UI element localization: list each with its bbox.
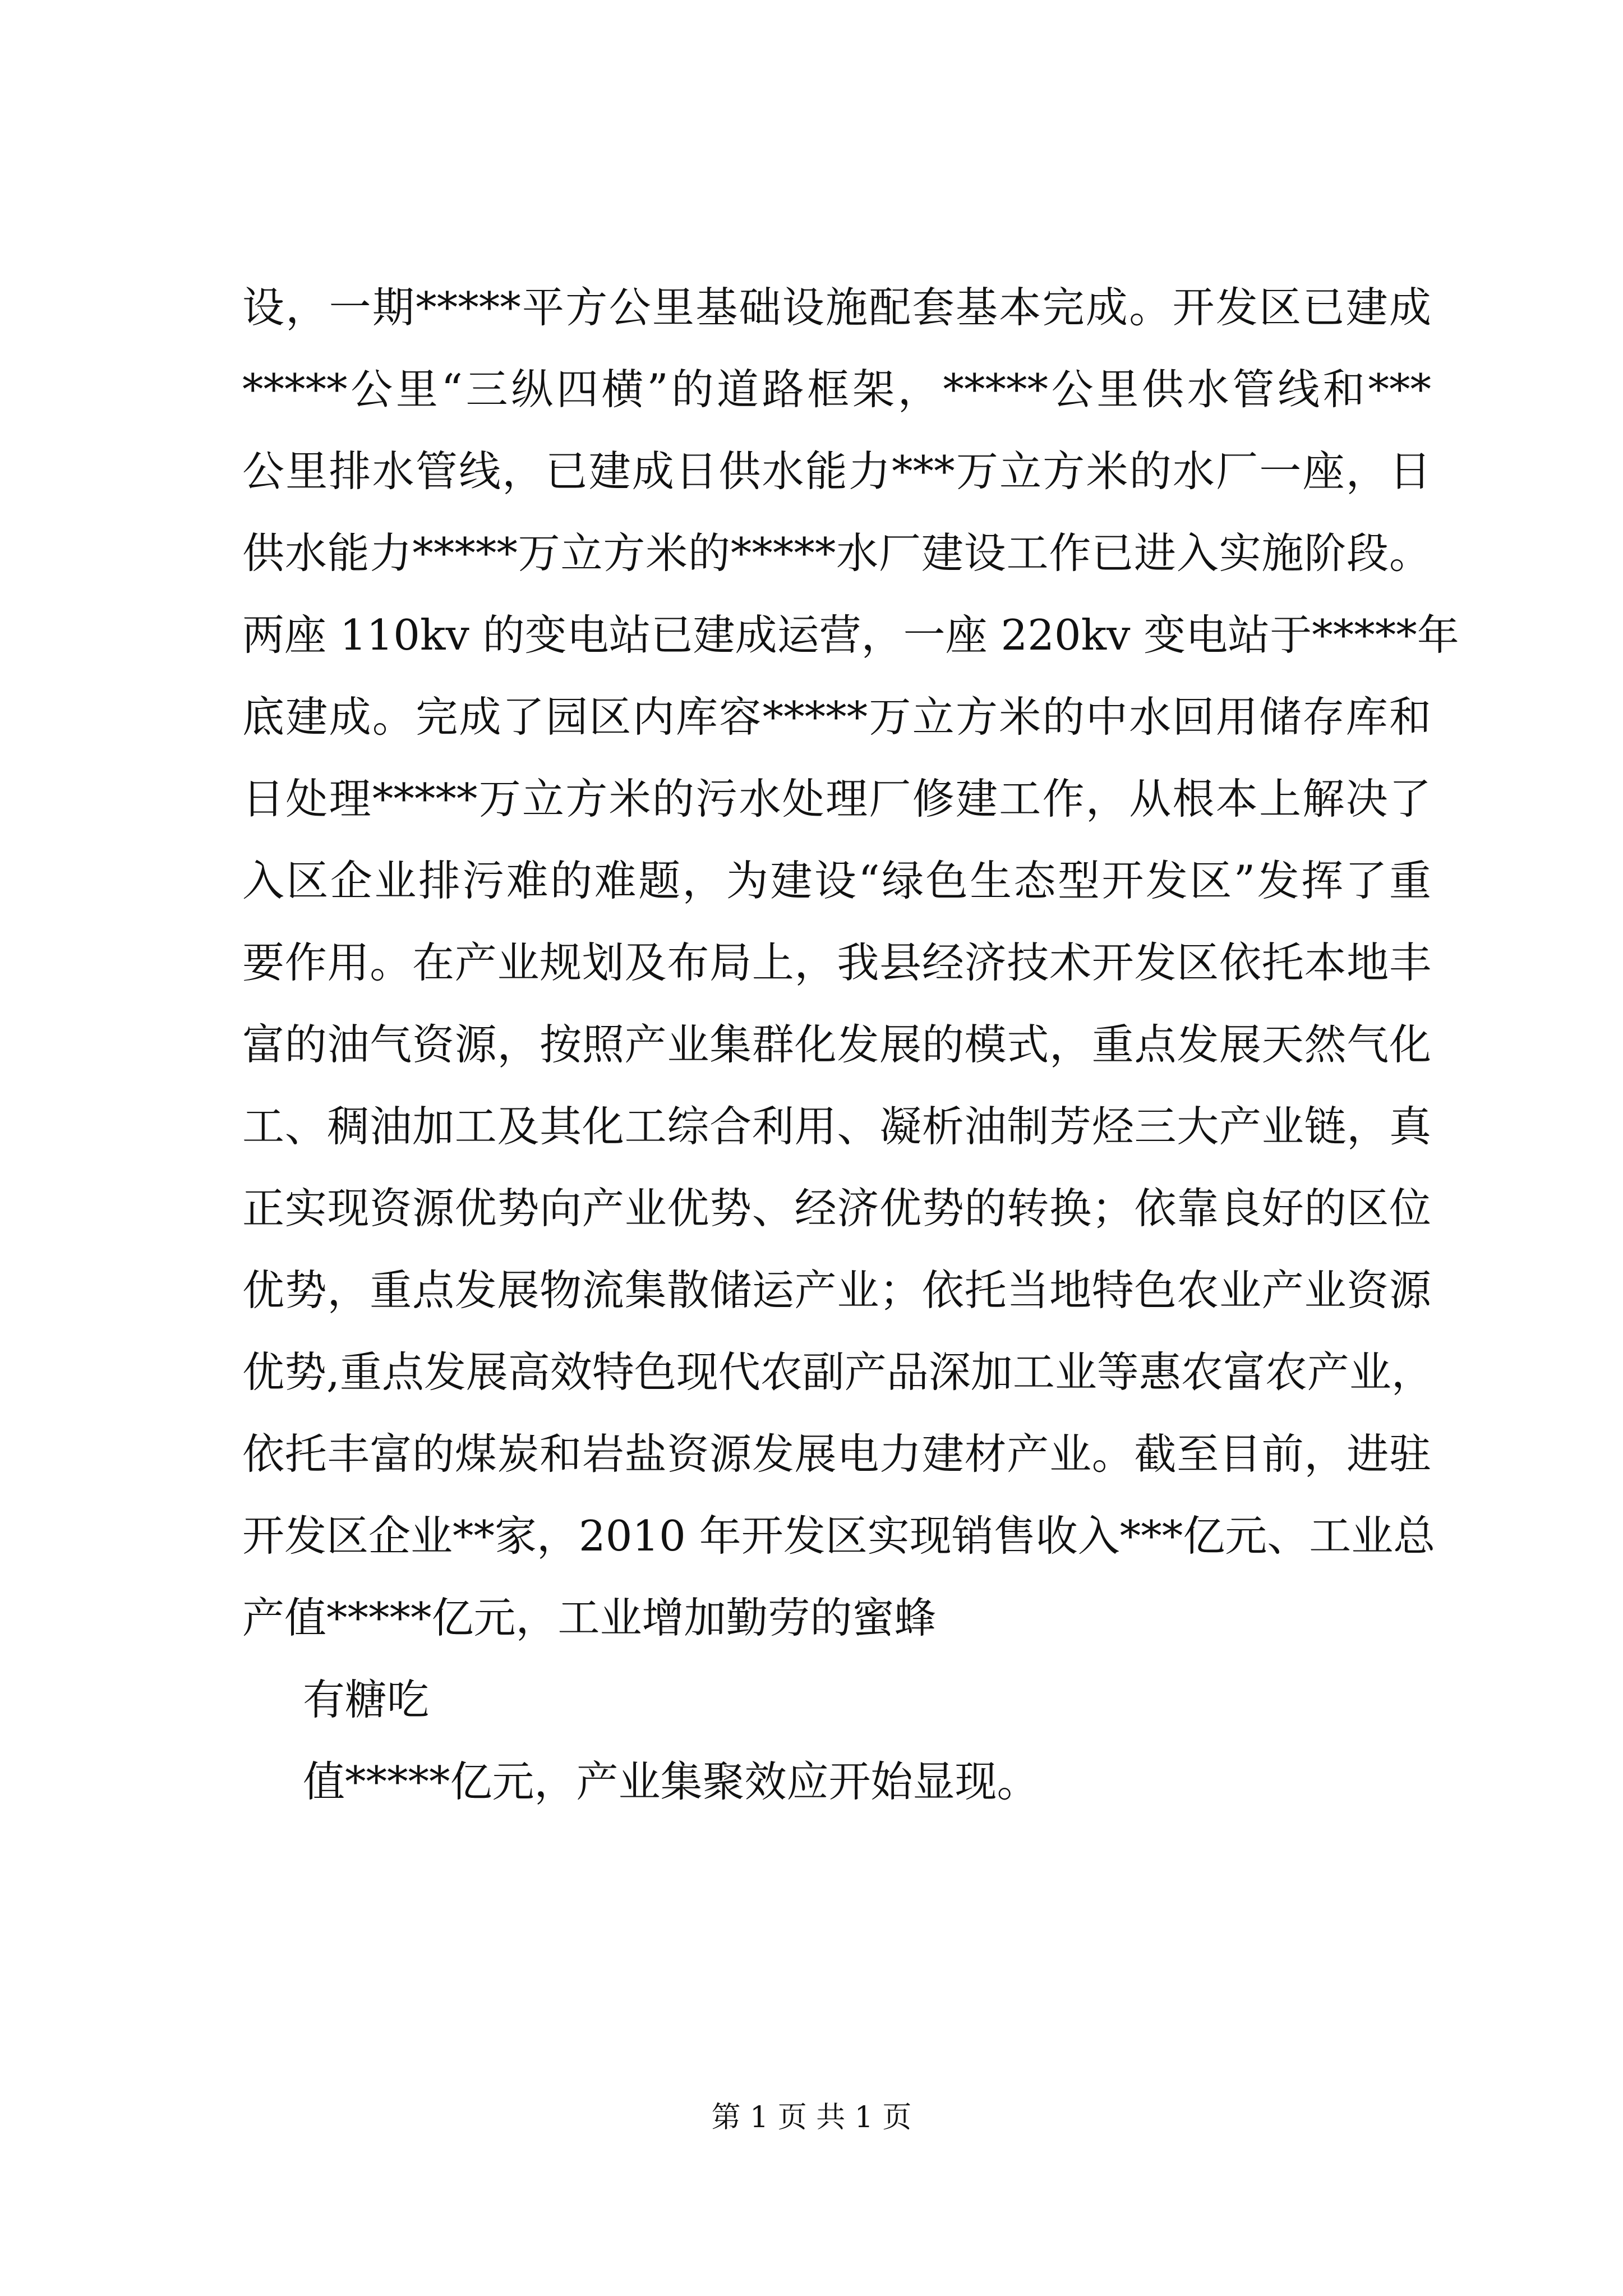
paragraph-line: 底建成。完成了园区内库容*****万立方米的中水回用储存库和 bbox=[242, 692, 1431, 742]
paragraph-line: 优势，重点发展物流集散储运产业；依托当地特色农业产业资源 bbox=[242, 1266, 1431, 1315]
paragraph-line: 要作用。在产业规划及布局上，我县经济技术开发区依托本地丰 bbox=[242, 938, 1431, 987]
paragraph-line: 产值*****亿元，工业增加勤劳的蜜蜂 bbox=[242, 1593, 937, 1642]
paragraph-line: 设，一期*****平方公里基础设施配套基本完成。开发区已建成 bbox=[242, 283, 1431, 332]
paragraph-line: 富的油气资源，按照产业集群化发展的模式，重点发展天然气化 bbox=[242, 1020, 1431, 1069]
indented-line: 有糖吃 bbox=[303, 1675, 430, 1724]
paragraph-line: 入区企业排污难的难题，为建设“绿色生态型开发区”发挥了重 bbox=[242, 856, 1431, 905]
paragraph-line: 日处理*****万立方米的污水处理厂修建工作，从根本上解决了 bbox=[242, 774, 1431, 823]
paragraph-line: 依托丰富的煤炭和岩盐资源发展电力建材产业。截至目前，进驻 bbox=[242, 1429, 1431, 1479]
document-body bbox=[242, 266, 1459, 1823]
indented-line: 值*****亿元，产业集聚效应开始显现。 bbox=[303, 1757, 1039, 1806]
paragraph-line: 公里排水管线，已建成日供水能力***万立方米的水厂一座，日 bbox=[242, 447, 1431, 496]
paragraph-line: 优势,重点发展高效特色现代农副产品深加工业等惠农富农产业， bbox=[242, 1347, 1433, 1397]
paragraph-line: 开发区企业**家，2010 年开发区实现销售收入***亿元、工业总 bbox=[242, 1511, 1436, 1561]
paragraph-line: 工、稠油加工及其化工综合利用、凝析油制芳烃三大产业链，真 bbox=[242, 1102, 1431, 1151]
paragraph-line: 供水能力*****万立方米的*****水厂建设工作已进入实施阶段。 bbox=[242, 528, 1431, 578]
page-footer: 第 1 页 共 1 页 bbox=[711, 2101, 912, 2134]
paragraph-line: *****公里“三纵四横”的道路框架，*****公里供水管线和*** bbox=[242, 365, 1431, 414]
paragraph-line: 正实现资源优势向产业优势、经济优势的转换；依靠良好的区位 bbox=[242, 1184, 1431, 1233]
paragraph-line: 两座 110kv 的变电站已建成运营，一座 220kv 变电站于*****年 bbox=[242, 610, 1459, 660]
